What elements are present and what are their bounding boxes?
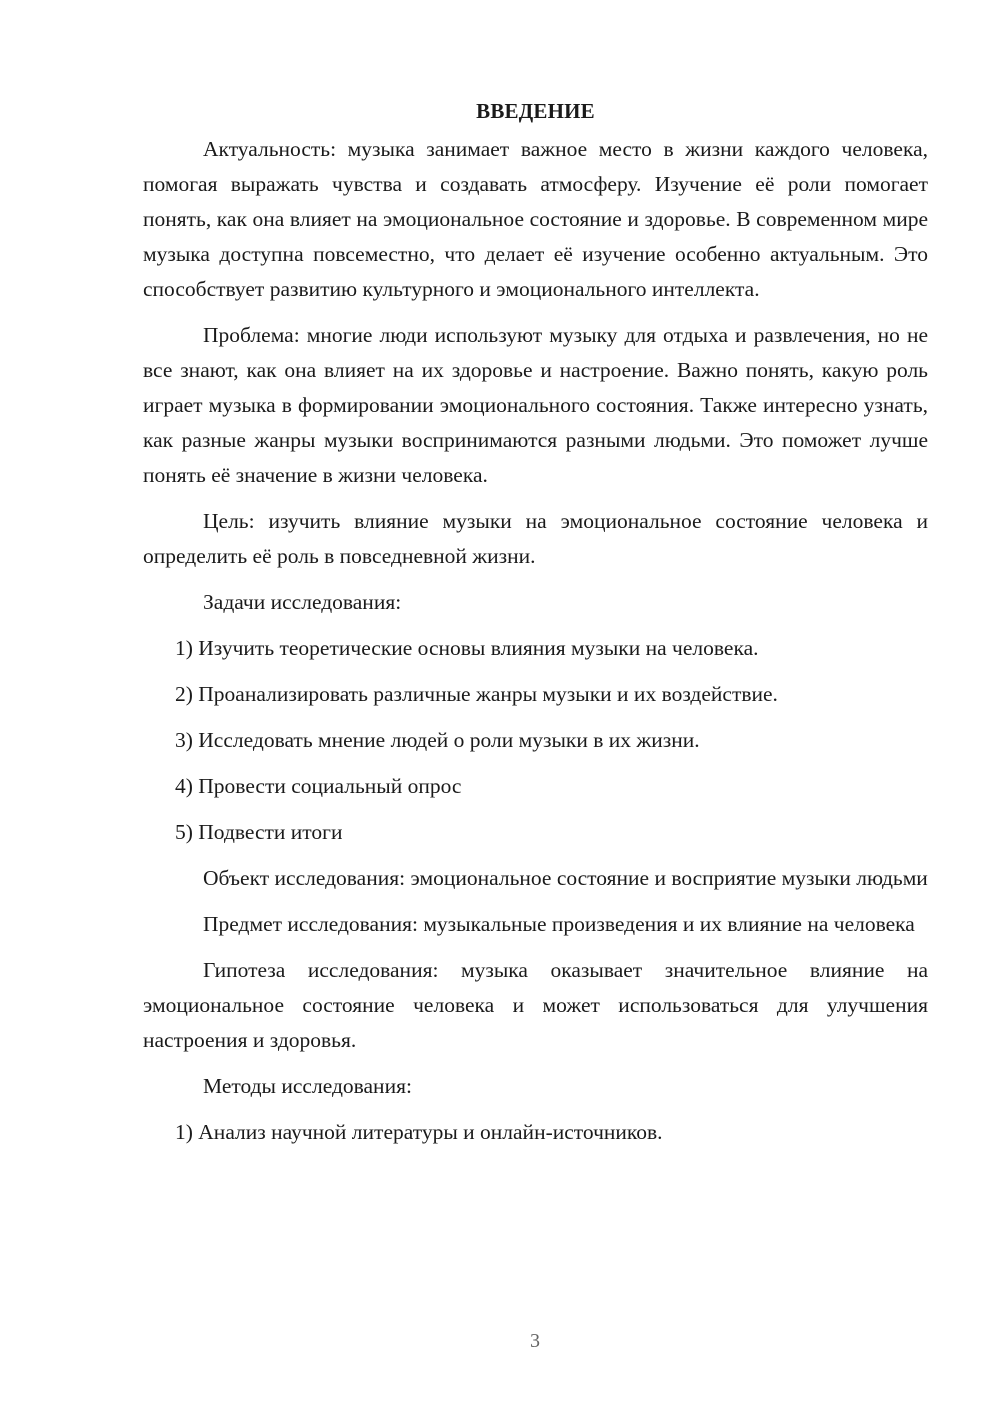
task-item: 1) Изучить теоретические основы влияния музыки на человека. (175, 636, 759, 660)
task-item: 2) Проанализировать различные жанры музыки и их воздействие. (175, 682, 778, 706)
page-number: 3 (530, 1330, 540, 1352)
subject-paragraph: Предмет исследования: музыкальные произведения и их влияние на человека (203, 912, 915, 936)
task-item: 5) Подвести итоги (175, 820, 343, 844)
tasks-list (143, 631, 928, 850)
section-title: ВВЕДЕНИЕ (476, 99, 595, 123)
tasks-heading: Задачи исследования: (203, 590, 402, 614)
relevance-paragraph: Актуальность: музыка занимает важное место в жизни каждого человека, помогая выражать чувства и создавать атмосферу. Изучение её роли помогает понять, как она влияет на эмоциональное состояние и здоровье. В современном мире музыка доступна повсеместно, что делает её изучение особенно актуальным. Это способствует развитию культурного и эмоционального интеллекта. (143, 137, 928, 301)
goal-paragraph: Цель: изучить влияние музыки на эмоциональное состояние человека и определить её роль в повседневной жизни. (143, 509, 928, 568)
object-paragraph: Объект исследования: эмоциональное состояние и восприятие музыки людьми (203, 866, 928, 890)
task-item: 4) Провести социальный опрос (175, 774, 462, 798)
methods-list (143, 1115, 928, 1150)
document-page (143, 96, 928, 1161)
methods-heading: Методы исследования: (203, 1074, 412, 1098)
hypothesis-paragraph: Гипотеза исследования: музыка оказывает значительное влияние на эмоциональное состояние человека и может использоваться для улучшения настроения и здоровья. (143, 958, 928, 1052)
method-item: 1) Анализ научной литературы и онлайн-источников. (175, 1120, 663, 1144)
task-item: 3) Исследовать мнение людей о роли музыки в их жизни. (175, 728, 700, 752)
problem-paragraph: Проблема: многие люди используют музыку для отдыха и развлечения, но не все знают, как она влияет на их здоровье и настроение. Важно понять, какую роль играет музыка в формировании эмоционального состояния. Также интересно узнать, как разные жанры музыки воспринимаются разными людьми. Это поможет лучше понять её значение в жизни человека. (143, 323, 928, 487)
